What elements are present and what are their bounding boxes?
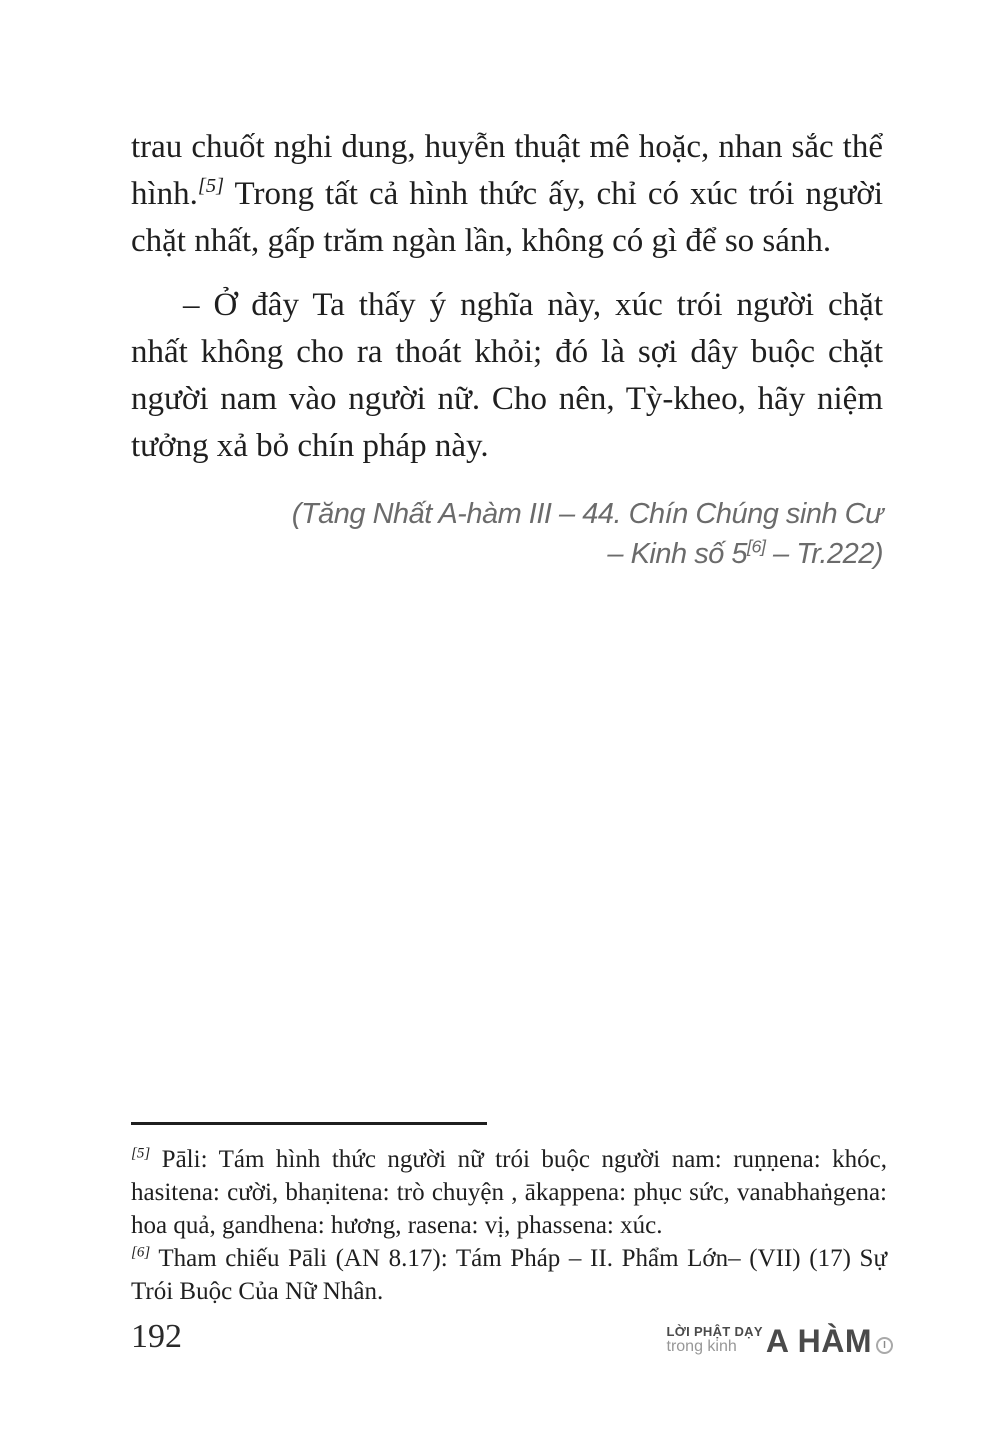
paragraph-1-text-before-ref: trau chuốt nghi dung, huyễn thuật mê hoặc, nhan sắc thể hình. <box>131 129 883 212</box>
citation-line-1: (Tăng Nhất A-hàm III – 44. Chín Chúng sinh Cư <box>291 498 883 530</box>
footnotes-section <box>131 1122 887 1308</box>
body-text <box>131 124 883 574</box>
paragraph-1-text-after-ref: Trong tất cả hình thức ấy, chỉ có xúc trói người chặt nhất, gấp trăm ngàn lần, không có gì để so sánh. <box>131 176 883 259</box>
citation-line-2-after-ref: – Tr.222) <box>765 538 883 570</box>
footnote-separator-rule <box>131 1122 487 1125</box>
footnote-ref-6: [6] <box>747 536 766 557</box>
body-paragraph-2: – Ở đây Ta thấy ý nghĩa này, xúc trói người chặt nhất không cho ra thoát khỏi; đó là sợi dây buộc chặt người nam vào người nữ. Cho nên, Tỳ-kheo, hãy niệm tưởng xả bỏ chín pháp này. <box>131 287 883 464</box>
footnote-5-text: Pāli: Tám hình thức người nữ trói buộc người nam: ruṇṇena: khóc, hasitena: cười, bhaṇitena: trò chuyện , ākappena: phục sức, vanabhaṅgena: hoa quả, gandhena: hương, rasena: vị, phassena: xúc. <box>131 1146 887 1239</box>
footnote-5 <box>131 1143 887 1242</box>
footnote-ref-5: [5] <box>197 175 225 197</box>
footnote-6-marker: [6] <box>131 1244 151 1261</box>
body-paragraph-1 <box>131 124 883 265</box>
footnote-6 <box>131 1242 887 1308</box>
footnote-5-marker: [5] <box>131 1145 151 1162</box>
logo-tagline-top: LỜI PHẬT DẠY <box>666 1324 763 1339</box>
page-number: 192 <box>131 1318 182 1355</box>
logo-tagline-bottom: trong kinh <box>666 1338 737 1355</box>
logo-tagline <box>667 1324 763 1356</box>
logo-title: A HÀM <box>765 1323 872 1359</box>
citation-line-2-before-ref: – Kinh số 5 <box>607 538 748 570</box>
volume-number-badge: I <box>876 1337 893 1354</box>
source-citation <box>131 494 883 574</box>
page-footer <box>131 1318 893 1359</box>
citation-line-2 <box>131 534 883 574</box>
book-brand-logo <box>666 1323 894 1359</box>
footnote-6-text: Tham chiếu Pāli (AN 8.17): Tám Pháp – II. Phẩm Lớn– (VII) (17) Sự Trói Buộc Của Nữ Nhân. <box>131 1245 887 1305</box>
